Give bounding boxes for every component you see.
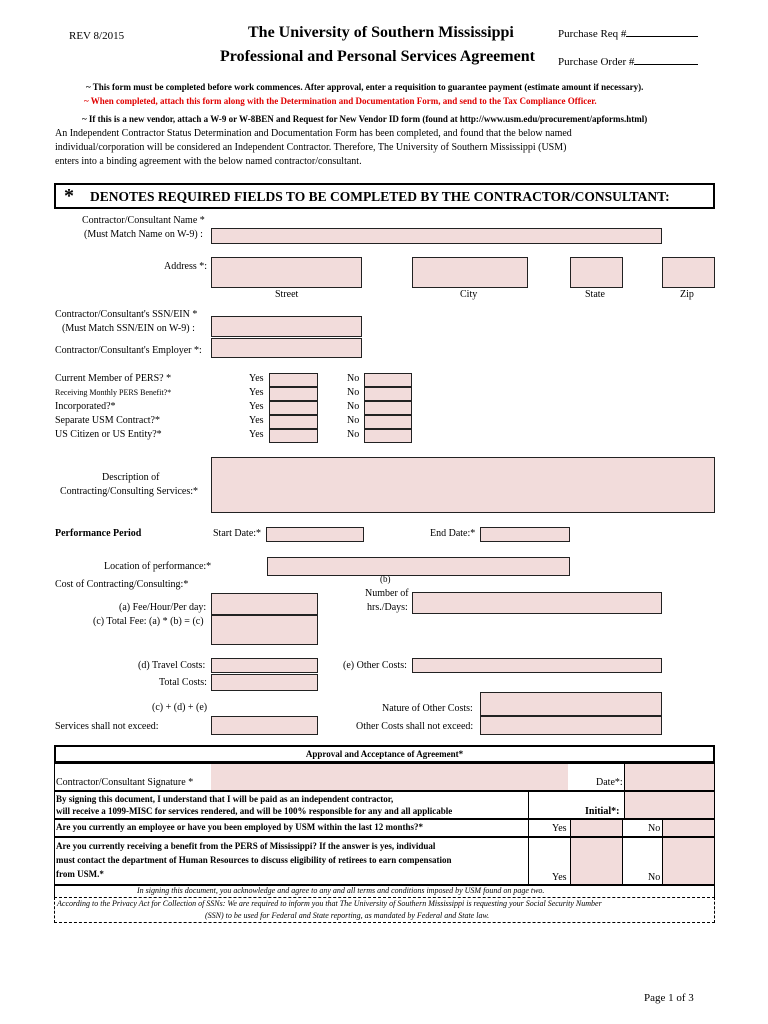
cost-label: Cost of Contracting/Consulting:* — [55, 579, 189, 590]
note-attach-forms: ~ When completed, attach this form along with the Determination and Documentation Form, and send to the Tax Compliance Officer. — [84, 96, 597, 106]
location-field[interactable] — [267, 557, 570, 576]
other-costs-label: (e) Other Costs: — [343, 660, 407, 671]
page-number: Page 1 of 3 — [644, 992, 694, 1004]
required-star-icon: * — [64, 185, 74, 207]
question-yes-field[interactable] — [269, 387, 318, 401]
other-costs-field[interactable] — [412, 658, 662, 673]
question-label: Separate USM Contract?* — [55, 415, 160, 426]
total-costs-field[interactable] — [211, 674, 318, 691]
question-no-field[interactable] — [364, 373, 412, 387]
zip-caption: Zip — [680, 289, 694, 300]
name-label: Contractor/Consultant Name * — [82, 215, 205, 226]
initial-field[interactable] — [624, 792, 714, 818]
sum-formula-label: (c) + (d) + (e) — [152, 702, 208, 713]
purchase-order-label: Purchase Order # — [558, 56, 698, 68]
pers-no-field[interactable] — [662, 838, 714, 884]
b-marker: (b) — [380, 574, 391, 584]
question-no-label: No — [347, 373, 360, 384]
state-field[interactable] — [570, 257, 623, 288]
question-no-label: No — [347, 387, 360, 398]
question-yes-field[interactable] — [269, 373, 318, 387]
state-caption: State — [585, 289, 605, 300]
question-yes-label: Yes — [249, 387, 264, 398]
question-yes-label: Yes — [249, 415, 264, 426]
ssn-ein-field[interactable] — [211, 316, 362, 337]
address-label: Address *: — [164, 261, 208, 272]
signature-date-field[interactable] — [624, 764, 714, 790]
employee-no-label: No — [648, 823, 661, 834]
description-label: Description of — [102, 472, 160, 483]
employee-yes-label: Yes — [552, 823, 567, 834]
question-no-label: No — [347, 429, 360, 440]
date-label: Date*: — [596, 777, 623, 788]
form-title: Professional and Personal Services Agreement — [220, 48, 535, 65]
travel-costs-field[interactable] — [211, 658, 318, 673]
pay-acknowledge-line-2: will receive a 1099-MISC for services rendered, and will be 100% responsible for any and all applicable — [56, 806, 453, 816]
banner-text: DENOTES REQUIRED FIELDS TO BE COMPLETED BY THE CONTRACTOR/CONSULTANT: — [90, 189, 670, 204]
services-not-exceed-field[interactable] — [211, 716, 318, 735]
name-sub-label: (Must Match Name on W-9) : — [84, 229, 203, 240]
ssn-label: Contractor/Consultant's SSN/EIN * — [55, 309, 198, 320]
initial-label: Initial*: — [585, 806, 620, 817]
employee-no-field[interactable] — [662, 820, 714, 836]
terms-row — [54, 885, 715, 897]
street-caption: Street — [275, 289, 299, 300]
revision-label: REV 8/2015 — [69, 30, 125, 42]
hours-days-field[interactable] — [412, 592, 662, 614]
question-no-field[interactable] — [364, 429, 412, 443]
pers-yes-label: Yes — [552, 872, 567, 883]
employee-question: Are you currently an employee or have you been employed by USM within the last 12 months?* — [56, 822, 424, 832]
other-not-exceed-field[interactable] — [480, 716, 662, 735]
employer-label: Contractor/Consultant's Employer *: — [55, 345, 202, 356]
contractor-name-field[interactable] — [211, 228, 662, 244]
question-label: US Citizen or US Entity?* — [55, 429, 162, 440]
fee-label: (a) Fee/Hour/Per day: — [119, 602, 207, 613]
note-complete-before-work: ~ This form must be completed before work commences. After approval, enter a requisition to guarantee payment (estimate amount if necessary). — [86, 82, 644, 92]
end-date-label: End Date:* — [430, 528, 476, 539]
services-not-exceed-label: Services shall not exceed: — [55, 721, 159, 732]
travel-costs-label: (d) Travel Costs: — [138, 660, 206, 671]
end-date-field[interactable] — [480, 527, 570, 542]
question-yes-field[interactable] — [269, 415, 318, 429]
note-new-vendor: ~ If this is a new vendor, attach a W-9 or W-8BEN and Request for New Vendor ID form (found at http://www.usm.edu/procurement/apforms.html) — [82, 114, 648, 124]
employer-field[interactable] — [211, 338, 362, 358]
performance-period-label: Performance Period — [55, 528, 142, 539]
pers-question-line-2: must contact the department of Human Resources to discuss eligibility of retirees to earn compensation — [56, 855, 452, 865]
pers-yes-field[interactable] — [570, 838, 623, 884]
intro-line-1: An Independent Contractor Status Determination and Documentation Form has been completed, and found that the below named — [55, 128, 572, 139]
other-not-exceed-label: Other Costs shall not exceed: — [356, 721, 474, 732]
question-yes-field[interactable] — [269, 429, 318, 443]
hours-label: Number of — [365, 588, 409, 599]
ssn-sub-label: (Must Match SSN/EIN on W-9) : — [62, 323, 195, 334]
university-title: The University of Southern Mississippi — [248, 24, 514, 41]
question-label: Receiving Monthly PERS Benefit?* — [55, 388, 172, 397]
signature-label: Contractor/Consultant Signature * — [56, 777, 194, 788]
approval-header: Approval and Acceptance of Agreement* — [54, 745, 715, 763]
pay-acknowledge-line-1: By signing this document, I understand that I will be paid as an independent contractor, — [56, 794, 394, 804]
total-costs-label: Total Costs: — [159, 677, 207, 688]
nature-other-costs-label: Nature of Other Costs: — [382, 703, 473, 714]
question-no-field[interactable] — [364, 387, 412, 401]
intro-line-2: individual/corporation will be considered an Independent Contractor. Therefore, The University of Southern Mississippi (USM) — [55, 142, 567, 153]
city-field[interactable] — [412, 257, 528, 288]
question-no-field[interactable] — [364, 401, 412, 415]
question-yes-label: Yes — [249, 401, 264, 412]
question-yes-field[interactable] — [269, 401, 318, 415]
privacy-line-2: (SSN) to be used for Federal and State reporting, as mandated by Federal and State law. — [205, 911, 490, 920]
required-fields-banner — [54, 183, 715, 209]
description-sub-label: Contracting/Consulting Services:* — [60, 486, 199, 497]
question-label: Current Member of PERS? * — [55, 373, 172, 384]
privacy-line-1: According to the Privacy Act for Collection of SSNs: We are required to inform you that The University of Southern Mississippi is requesting your Social Security Number — [57, 899, 602, 908]
question-label: Incorporated?* — [55, 401, 116, 412]
question-no-label: No — [347, 401, 360, 412]
pers-question-line-1: Are you currently receiving a benefit from the PERS of Mississippi? If the answer is yes, individual — [56, 841, 436, 851]
zip-field[interactable] — [662, 257, 715, 288]
fee-per-day-field[interactable] — [211, 593, 318, 615]
question-yes-label: Yes — [249, 429, 264, 440]
total-fee-field[interactable] — [211, 615, 318, 645]
nature-other-costs-field[interactable] — [480, 692, 662, 716]
question-no-label: No — [347, 415, 360, 426]
intro-line-3: enters into a binding agreement with the below named contractor/consultant. — [55, 156, 362, 167]
pers-no-label: No — [648, 872, 661, 883]
start-date-label: Start Date:* — [213, 528, 262, 539]
total-fee-label: (c) Total Fee: (a) * (b) = (c) — [93, 616, 204, 627]
start-date-field[interactable] — [266, 527, 364, 542]
city-caption: City — [460, 289, 478, 300]
purchase-req-label: Purchase Req # — [558, 28, 698, 40]
pers-question-line-3: from USM.* — [56, 869, 104, 879]
employee-yes-field[interactable] — [570, 820, 623, 836]
location-label: Location of performance:* — [104, 561, 212, 572]
question-yes-label: Yes — [249, 373, 264, 384]
terms-text: In signing this document, you acknowledge and agree to any and all terms and conditions imposed by USM found on page two. — [137, 886, 545, 895]
street-field[interactable] — [211, 257, 362, 288]
description-field[interactable] — [211, 457, 715, 513]
hours-sub-label: hrs./Days: — [367, 602, 408, 613]
question-no-field[interactable] — [364, 415, 412, 429]
privacy-box — [54, 897, 715, 923]
signature-field[interactable] — [211, 764, 568, 790]
